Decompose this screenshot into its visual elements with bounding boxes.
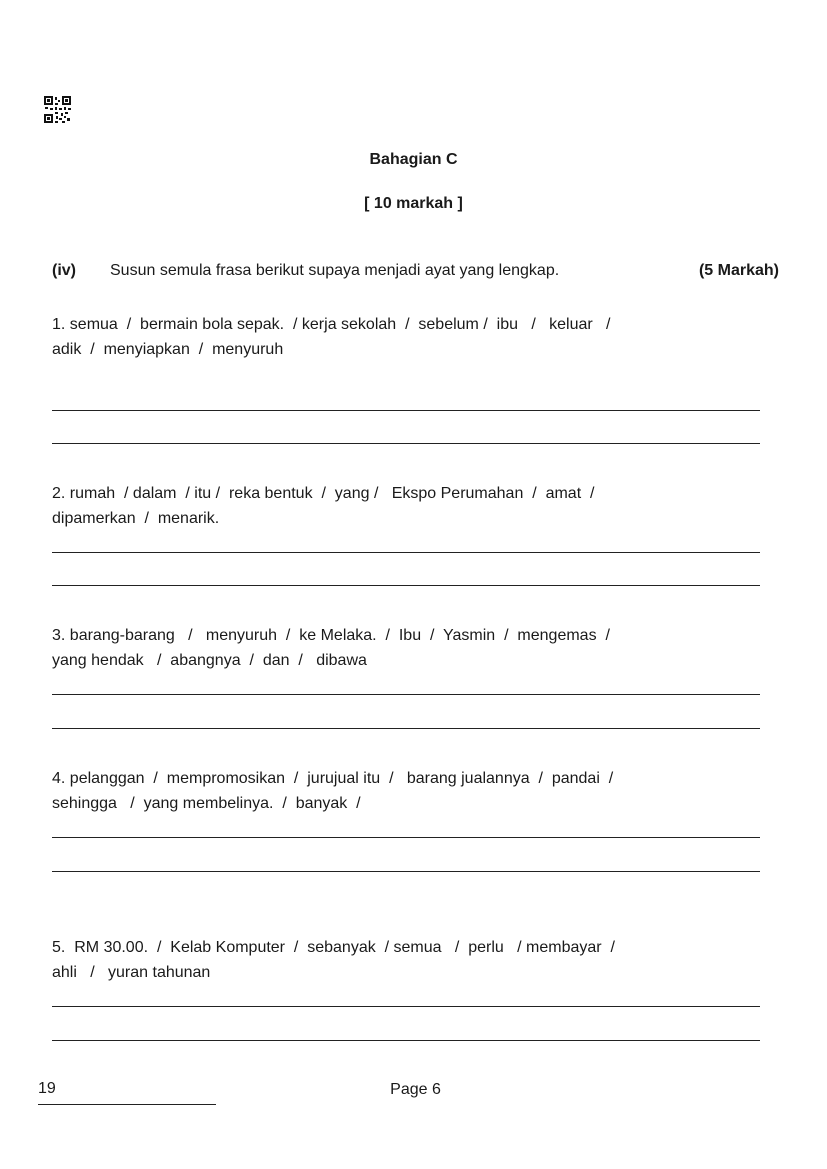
question-line: sehingga / yang membelinya. / banyak / xyxy=(52,795,361,812)
question-line: dipamerkan / menarik. xyxy=(52,510,220,527)
instruction-marks: (5 Markah) xyxy=(698,262,779,279)
question-line: 4. pelanggan / mempromosikan / jurujual itu / barang jualannya / pandai / xyxy=(52,770,614,787)
instruction-text: Susun semula frasa berikut supaya menjadi ayat yang lengkap. xyxy=(110,262,560,279)
total-marks: [ 10 markah ] xyxy=(364,195,463,212)
answer-line[interactable] xyxy=(52,694,760,695)
question-1 xyxy=(52,312,779,362)
instruction-number: (iv) xyxy=(52,262,76,279)
answer-line[interactable] xyxy=(52,1006,760,1007)
question-line: yang hendak / abangnya / dan / dibawa xyxy=(52,652,367,669)
page-number: Page 6 xyxy=(390,1081,441,1098)
question-5 xyxy=(52,935,779,985)
question-line: adik / menyiapkan / menyuruh xyxy=(52,341,284,358)
question-3 xyxy=(52,623,779,673)
question-2 xyxy=(52,481,779,531)
question-line: 2. rumah / dalam / itu / reka bentuk / yang / Ekspo Perumahan / amat / xyxy=(52,485,595,502)
question-line: 3. barang-barang / menyuruh / ke Melaka. / Ibu / Yasmin / mengemas / xyxy=(52,627,610,644)
question-4 xyxy=(52,766,779,816)
question-line: 1. semua / bermain bola sepak. / kerja sekolah / sebelum / ibu / keluar / xyxy=(52,316,611,333)
answer-line[interactable] xyxy=(52,443,760,444)
answer-line[interactable] xyxy=(52,552,760,553)
instruction-row xyxy=(52,262,779,286)
qr-code-icon xyxy=(43,95,72,124)
question-line: 5. RM 30.00. / Kelab Komputer / sebanyak / semua / perlu / membayar / xyxy=(52,939,615,956)
answer-line[interactable] xyxy=(52,837,760,838)
footer-number: 19 xyxy=(38,1080,56,1097)
answer-line[interactable] xyxy=(52,728,760,729)
answer-line[interactable] xyxy=(52,871,760,872)
answer-line[interactable] xyxy=(52,1040,760,1041)
answer-line[interactable] xyxy=(52,410,760,411)
answer-line[interactable] xyxy=(52,585,760,586)
section-title: Bahagian C xyxy=(369,151,458,168)
question-line: ahli / yuran tahunan xyxy=(52,964,211,981)
footer-rule xyxy=(38,1104,216,1105)
